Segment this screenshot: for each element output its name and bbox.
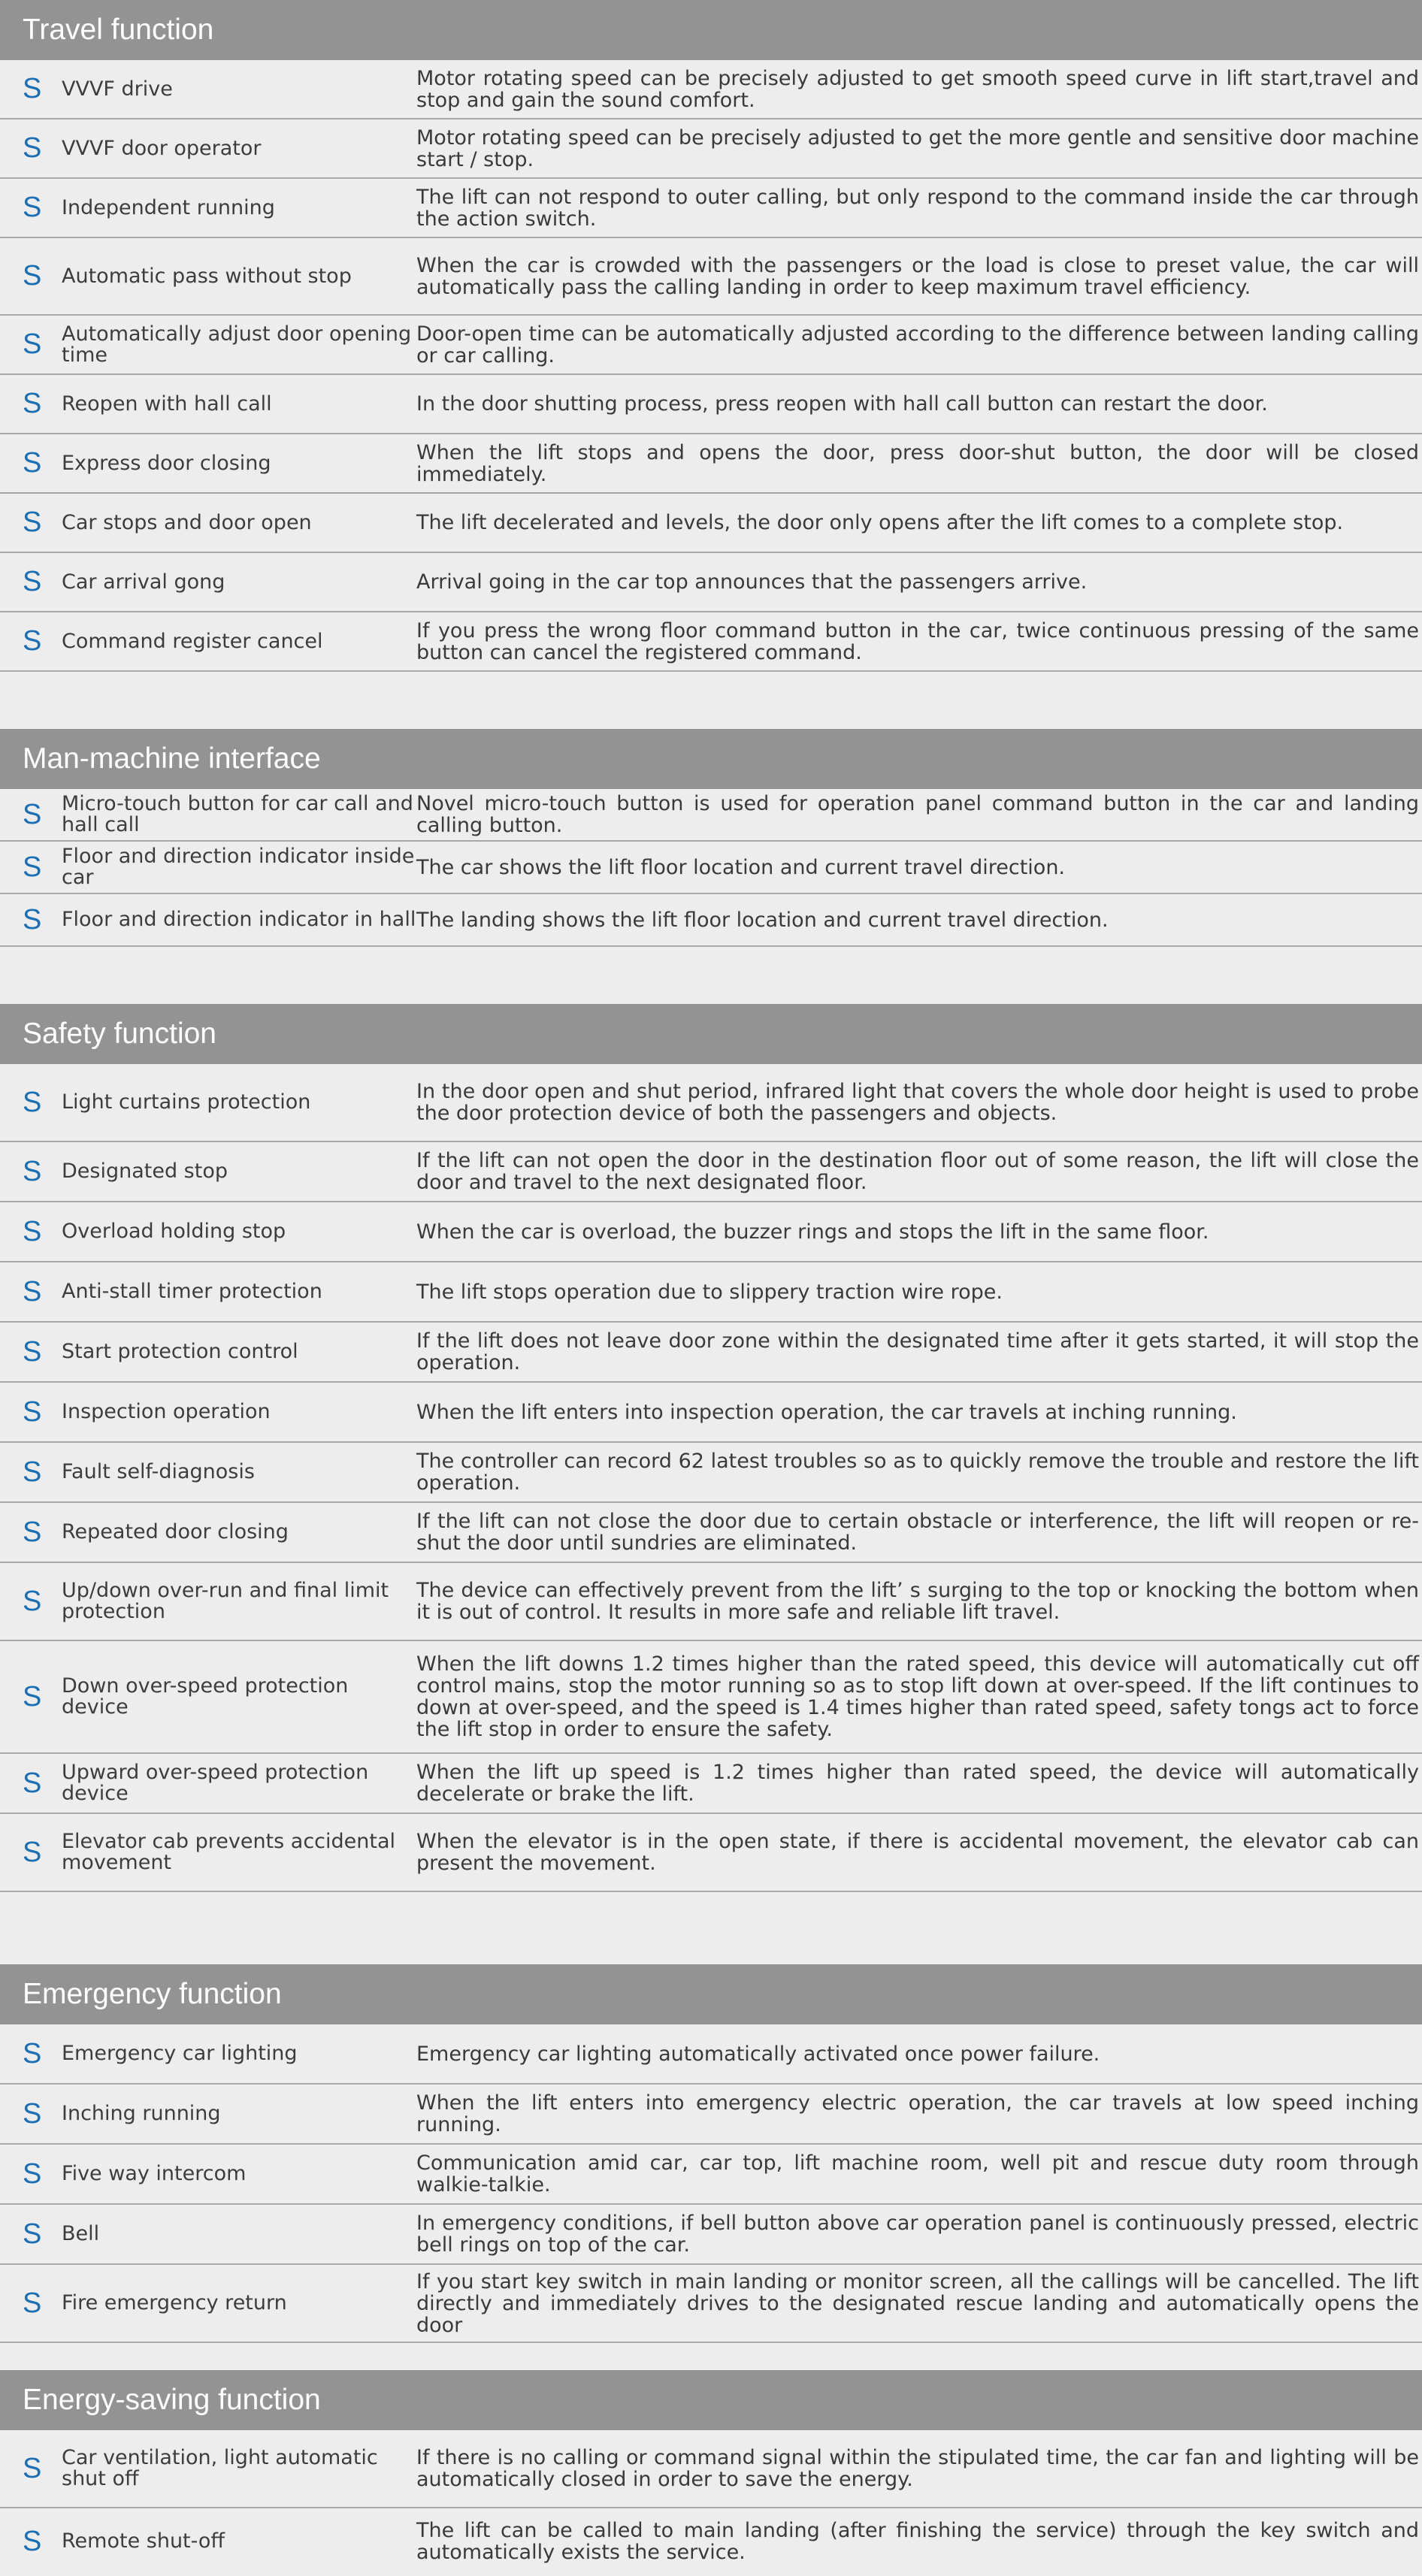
function-desc: If the lift can not close the door due to certain obstacle or interference, the lift will reopen or re-shut the door until sundries are eliminated.	[416, 1510, 1419, 1555]
table-row	[0, 1814, 1422, 1892]
function-name: Fault self-diagnosis	[62, 1460, 255, 1483]
section-title: Energy-saving function	[0, 2370, 1422, 2430]
s-marker-icon: S	[23, 2218, 42, 2250]
s-marker-icon: S	[23, 192, 42, 223]
function-desc: When the car is overload, the buzzer rings and stops the lift in the same floor.	[416, 1220, 1209, 1244]
table-row	[0, 494, 1422, 553]
function-name: Automatic pass without stop	[62, 264, 352, 288]
function-desc: If the lift can not open the door in the destination floor out of some reason, the lift will close the door and travel to the next designated floor.	[416, 1149, 1419, 1194]
table-row	[0, 1064, 1422, 1142]
s-marker-icon: S	[23, 1155, 42, 1187]
s-marker-icon: S	[23, 1585, 42, 1617]
section-title: Travel function	[0, 0, 1422, 60]
function-name: Independent running	[62, 195, 275, 219]
function-desc: Motor rotating speed can be precisely adjusted to get smooth speed curve in lift start,travel and stop and gain the sound comfort.	[416, 66, 1419, 112]
function-name: Up/down over-run and final limit protection	[62, 1579, 389, 1623]
s-marker-icon: S	[23, 2157, 42, 2190]
function-name: Five way intercom	[62, 2162, 247, 2185]
s-marker-icon: S	[23, 506, 42, 538]
table-row	[0, 60, 1422, 119]
function-desc: When the lift enters into inspection operation, the car travels at inching running.	[416, 1400, 1237, 1424]
function-name: Car stops and door open	[62, 510, 312, 534]
s-marker-icon: S	[23, 1516, 42, 1548]
function-name: VVVF drive	[62, 77, 173, 101]
function-desc: When the lift enters into emergency electric operation, the car travels at low speed inching running.	[416, 2091, 1419, 2136]
function-name: Command register cancel	[62, 629, 323, 653]
function-name: Reopen with hall call	[62, 392, 272, 416]
function-desc: Arrival going in the car top announces that the passengers arrive.	[416, 570, 1088, 594]
function-name: Express door closing	[62, 451, 271, 475]
section-travel-function	[0, 0, 1422, 672]
section-title: Man-machine interface	[0, 729, 1422, 789]
function-desc: When the elevator is in the open state, if there is accidental movement, the elevator cab can present the movement.	[416, 1830, 1419, 1875]
function-desc: The lift stops operation due to slippery traction wire rope.	[416, 1280, 1003, 1304]
function-name: Car arrival gong	[62, 570, 225, 594]
function-desc: The lift decelerated and levels, the door only opens after the lift comes to a complete stop.	[416, 511, 1344, 534]
table-row	[0, 1443, 1422, 1503]
function-name: VVVF door operator	[62, 136, 262, 160]
section-emergency-function	[0, 1964, 1422, 2343]
function-name: Automatically adjust door opening time	[62, 322, 412, 367]
function-name: Floor and direction indicator inside car	[62, 845, 415, 889]
function-name: Repeated door closing	[62, 1520, 289, 1543]
s-marker-icon: S	[23, 1335, 42, 1368]
section-title: Emergency function	[0, 1964, 1422, 2024]
function-desc: When the lift up speed is 1.2 times higher than rated speed, the device will automatically decelerate or brake the lift.	[416, 1761, 1419, 1806]
table-row	[0, 1262, 1422, 1323]
function-name: Upward over-speed protection device	[62, 1761, 369, 1805]
function-desc: Motor rotating speed can be precisely adjusted to get the more gentle and sensitive door machine start / stop.	[416, 125, 1419, 171]
function-name: Inching running	[62, 2102, 221, 2125]
s-marker-icon: S	[23, 328, 42, 360]
function-name: Start protection control	[62, 1340, 298, 1363]
s-marker-icon: S	[23, 625, 42, 657]
function-name: Elevator cab prevents accidental movement	[62, 1830, 396, 1874]
function-name: Bell	[62, 2222, 100, 2245]
s-marker-icon: S	[23, 903, 42, 936]
function-name: Floor and direction indicator in hall	[62, 908, 416, 931]
function-desc: If you press the wrong floor command button in the car, twice continuous pressing of the same button can cancel the registered command.	[416, 618, 1419, 664]
table-row	[0, 2205, 1422, 2265]
table-row	[0, 1323, 1422, 1383]
s-marker-icon: S	[23, 1395, 42, 1428]
s-marker-icon: S	[23, 1456, 42, 1488]
function-desc: In the door open and shut period, infrared light that covers the whole door height is used to probe the door protection device of both the passengers and objects.	[416, 1080, 1419, 1125]
s-marker-icon: S	[23, 260, 42, 292]
function-name: Down over-speed protection device	[62, 1674, 349, 1719]
function-name: Anti-stall timer protection	[62, 1280, 322, 1303]
table-row	[0, 612, 1422, 672]
table-row	[0, 2508, 1422, 2574]
function-desc: The lift can not respond to outer calling, but only respond to the command inside the car through the action switch.	[416, 185, 1419, 231]
table-row	[0, 789, 1422, 842]
s-marker-icon: S	[23, 2287, 42, 2319]
table-row	[0, 2024, 1422, 2085]
table-row	[0, 2430, 1422, 2508]
section-title: Safety function	[0, 1004, 1422, 1064]
function-desc: The car shows the lift floor location and current travel direction.	[416, 855, 1066, 879]
table-row	[0, 2265, 1422, 2343]
s-marker-icon: S	[23, 1767, 42, 1799]
function-desc: Door-open time can be automatically adjusted according to the difference between landing calling or car calling.	[416, 322, 1419, 367]
section-man-machine-interface	[0, 729, 1422, 947]
table-row	[0, 1503, 1422, 1563]
function-desc: If you start key switch in main landing or monitor screen, all the callings will be cancelled. The lift directly and immediately drives to the designated rescue landing and automatically opens the door	[416, 2269, 1419, 2337]
s-marker-icon: S	[23, 2037, 42, 2070]
table-row	[0, 238, 1422, 316]
table-row	[0, 1754, 1422, 1814]
function-name: Light curtains protection	[62, 1090, 311, 1114]
table-row	[0, 119, 1422, 179]
function-desc: When the lift stops and opens the door, press door-shut button, the door will be closed immediately.	[416, 440, 1419, 486]
s-marker-icon: S	[23, 388, 42, 419]
function-desc: Novel micro-touch button is used for operation panel command button in the car and landing calling button.	[416, 792, 1419, 837]
s-marker-icon: S	[23, 132, 42, 164]
s-marker-icon: S	[23, 566, 42, 597]
table-row	[0, 1202, 1422, 1262]
function-name: Designated stop	[62, 1160, 228, 1183]
function-name: Micro-touch button for car call and hall call	[62, 792, 413, 836]
table-row	[0, 2085, 1422, 2145]
s-marker-icon: S	[23, 1086, 42, 1118]
section-safety-function	[0, 1004, 1422, 1892]
s-marker-icon: S	[23, 2097, 42, 2130]
table-row	[0, 1641, 1422, 1754]
s-marker-icon: S	[23, 851, 42, 883]
s-marker-icon: S	[23, 2452, 42, 2484]
function-desc: Emergency car lighting automatically activated once power failure.	[416, 2042, 1100, 2066]
function-desc: The device can effectively prevent from the lift’ s surging to the top or knocking the bottom when it is out of control. It results in more safe and reliable lift travel.	[416, 1579, 1419, 1624]
table-row	[0, 375, 1422, 434]
table-row	[0, 434, 1422, 494]
s-marker-icon: S	[23, 2525, 42, 2557]
s-marker-icon: S	[23, 1680, 42, 1713]
function-name: Overload holding stop	[62, 1220, 286, 1243]
function-desc: If the lift does not leave door zone within the designated time after it gets started, it will stop the operation.	[416, 1329, 1419, 1374]
s-marker-icon: S	[23, 1215, 42, 1247]
function-name: Emergency car lighting	[62, 2042, 298, 2065]
table-row	[0, 316, 1422, 375]
table-row	[0, 894, 1422, 947]
function-desc: The landing shows the lift floor location and current travel direction.	[416, 908, 1109, 932]
table-row	[0, 842, 1422, 894]
s-marker-icon: S	[23, 447, 42, 479]
s-marker-icon: S	[23, 1836, 42, 1868]
s-marker-icon: S	[23, 798, 42, 830]
table-row	[0, 1563, 1422, 1641]
table-row	[0, 1142, 1422, 1202]
function-desc: In the door shutting process, press reopen with hall call button can restart the door.	[416, 392, 1268, 416]
function-desc: When the car is crowded with the passengers or the load is close to preset value, the car will automatically pass the calling landing in order to keep maximum travel efficiency.	[416, 253, 1419, 299]
s-marker-icon: S	[23, 73, 42, 104]
table-row	[0, 179, 1422, 238]
table-row	[0, 2145, 1422, 2205]
function-desc: The controller can record 62 latest troubles so as to quickly remove the trouble and restore the lift operation.	[416, 1450, 1419, 1495]
function-name: Remote shut-off	[62, 2529, 225, 2553]
s-marker-icon: S	[23, 1275, 42, 1308]
function-desc: In emergency conditions, if bell button above car operation panel is continuously pressed, electric bell rings on top of the car.	[416, 2212, 1419, 2257]
function-desc: When the lift downs 1.2 times higher than the rated speed, this device will automatically cut off control mains, stop the motor running so as to stop lift down at over-speed. If the lift continues to down at over-speed, and the speed is 1.4 times higher than rated speed, safety tongs act to force the lift stop in order to ensure the safety.	[416, 1652, 1419, 1741]
function-name: Fire emergency return	[62, 2291, 287, 2314]
function-desc: Communication amid car, car top, lift machine room, well pit and rescue duty room through walkie-talkie.	[416, 2151, 1419, 2197]
table-row	[0, 1383, 1422, 1443]
function-name: Inspection operation	[62, 1400, 271, 1423]
table-row	[0, 553, 1422, 612]
function-desc: If there is no calling or command signal within the stipulated time, the car fan and lighting will be automatically closed in order to save the energy.	[416, 2446, 1419, 2491]
function-name: Car ventilation, light automatic shut off	[62, 2446, 378, 2490]
function-desc: The lift can be called to main landing (after finishing the service) through the key switch and automatically exists the service.	[416, 2519, 1419, 2564]
section-energy-saving-function	[0, 2370, 1422, 2574]
